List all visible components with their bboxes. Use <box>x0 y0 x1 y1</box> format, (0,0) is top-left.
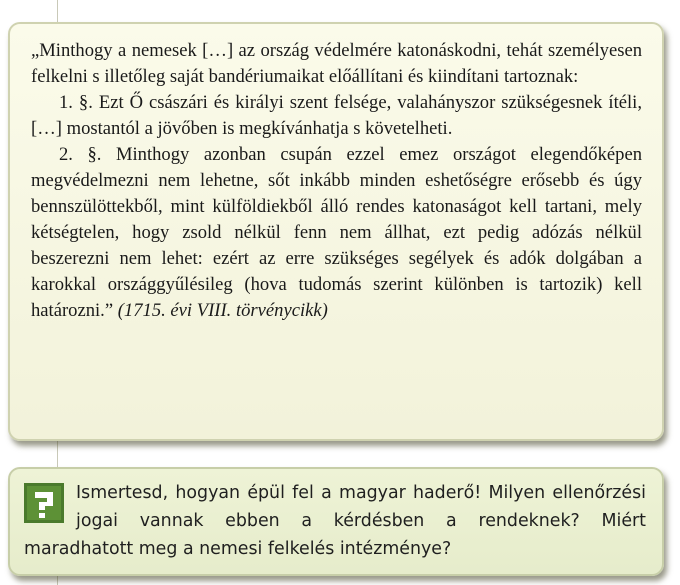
source-citation: (1715. évi VIII. törvénycikk) <box>117 300 328 321</box>
source-intro: „Minthogy a nemesek […] az ország védelmére katonáskodni, tehát személyesen felkelni s illetőleg saját bandériumaikat előállítani és kiindítani tartoznak: <box>31 40 642 87</box>
task-question-text: Ismertesd, hogyan épül fel a magyar haderő! Milyen ellenőrzési jogai vannak ebben a kérdésben a rendeknek? Miért maradhatott meg a nemesi felkelés intézménye? <box>24 483 646 559</box>
source-quote-box <box>8 22 664 441</box>
source-quote-text <box>31 38 642 324</box>
source-paragraph-2 <box>31 142 642 324</box>
source-paragraph-2-text: 2. §. Minthogy azonban csupán ezzel emez országot elegendőképen megvédelmezni nem lehetne, sőt inkább minden eshetőségre erősebb és úgy bennszülöttekből, mint külföldiekből álló rendes katonaságot kell tartani, mely kétségtelen, hogy zsold nélkül fenn nem állhat, ezt pedig adózás nélkül beszerezni nem lehet: ezért az erre szükséges segélyek és adók dolgában a karokkal országgyűlésileg (hova tudomás szerint különben is tartozik) kell határozni.” <box>31 144 642 321</box>
question-mark-icon <box>24 483 64 523</box>
source-paragraph-1: 1. §. Ezt Ő császári és királyi szent felsége, valahányszor szükségesnek ítéli, […] mostantól a jövőben is megkívánhatja s követelheti. <box>31 92 642 139</box>
task-box <box>8 467 664 576</box>
